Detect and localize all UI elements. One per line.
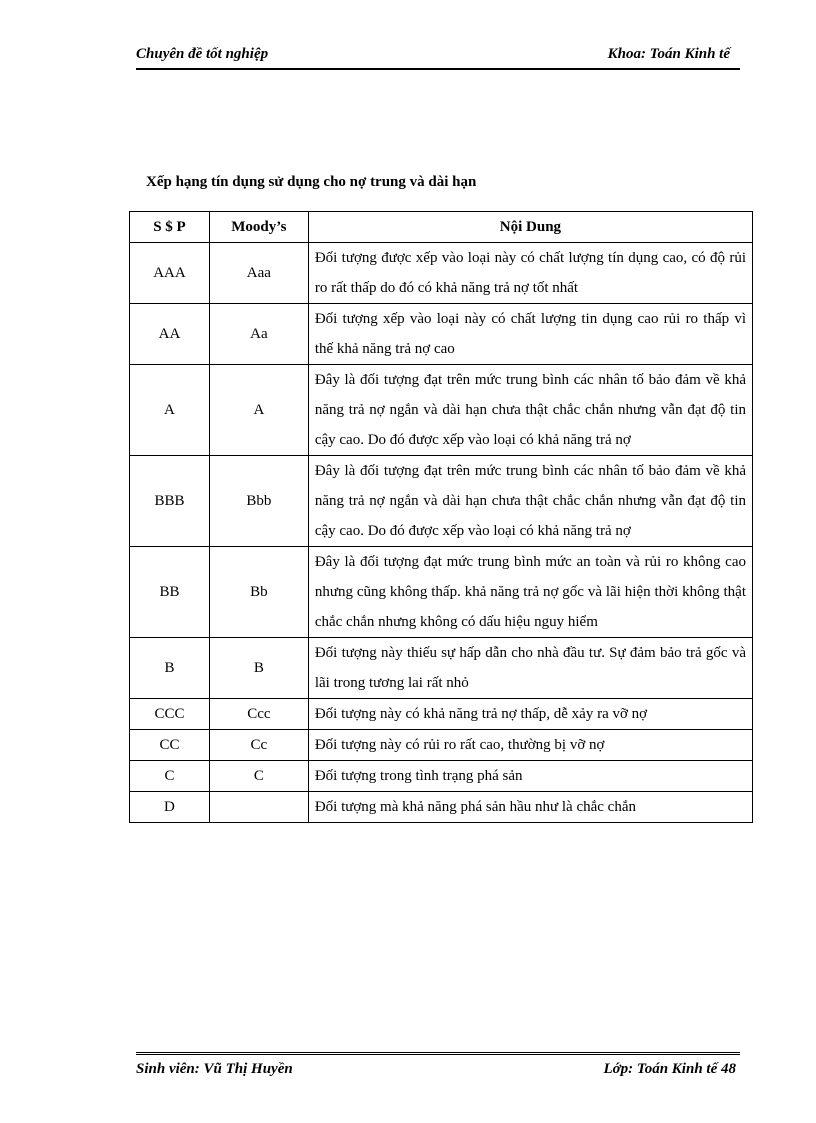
sp-rating-cell: B	[130, 638, 210, 699]
description-cell: Đối tượng được xếp vào loại này có chất lượng tín dụng cao, có độ rủi ro rất thấp do đó có khả năng trả nợ tốt nhất	[308, 243, 752, 304]
moodys-rating-cell: C	[209, 761, 308, 792]
footer-class-name: Lớp: Toán Kinh tế 48	[603, 1061, 736, 1077]
description-cell: Đối tượng mà khả năng phá sản hầu như là chắc chắn	[308, 792, 752, 823]
sp-rating-cell: A	[130, 365, 210, 456]
description-cell: Đây là đối tượng đạt mức trung bình mức an toàn và rủi ro không cao nhưng cũng không thấp. khả năng trả nợ gốc và lãi hiện thời không thật chắc chắn nhưng không có dấu hiệu nguy hiểm	[308, 547, 752, 638]
sp-rating-cell: C	[130, 761, 210, 792]
description-cell: Đây là đối tượng đạt trên mức trung bình các nhân tố bảo đảm về khả năng trả nợ ngắn và dài hạn chưa thật chắc chắn nhưng vẫn đạt độ tin cậy cao. Do đó được xếp vào loại có khả năng trả nợ	[308, 456, 752, 547]
sp-rating-cell: CCC	[130, 699, 210, 730]
moodys-rating-cell: B	[209, 638, 308, 699]
description-cell: Đối tượng này có rủi ro rất cao, thường bị vỡ nợ	[308, 730, 752, 761]
description-cell: Đối tượng này có khả năng trả nợ thấp, dễ xảy ra vỡ nợ	[308, 699, 752, 730]
table-header-row	[130, 212, 753, 243]
column-header-content: Nội Dung	[308, 212, 752, 243]
moodys-rating-cell	[209, 792, 308, 823]
page-header	[136, 44, 740, 70]
moodys-rating-cell: Bb	[209, 547, 308, 638]
description-cell: Đây là đối tượng đạt trên mức trung bình các nhân tố bảo đảm về khả năng trả nợ ngắn và dài hạn chưa thật chắc chắn nhưng vẫn đạt độ tin cậy cao. Do đó được xếp vào loại có khả năng trả nợ	[308, 365, 752, 456]
table-row	[130, 547, 753, 638]
table-row	[130, 304, 753, 365]
table-row	[130, 365, 753, 456]
table-row	[130, 761, 753, 792]
moodys-rating-cell: Aa	[209, 304, 308, 365]
table-row	[130, 792, 753, 823]
column-header-sp: S $ P	[130, 212, 210, 243]
table-row	[130, 638, 753, 699]
sp-rating-cell: D	[130, 792, 210, 823]
footer-student-name: Sinh viên: Vũ Thị Huyền	[136, 1061, 293, 1077]
header-left-text: Chuyên đề tốt nghiệp	[136, 46, 269, 62]
sp-rating-cell: BBB	[130, 456, 210, 547]
header-right-text: Khoa: Toán Kinh tế	[607, 46, 730, 62]
section-title: Xếp hạng tín dụng sử dụng cho nợ trung và dài hạn	[146, 174, 477, 190]
description-cell: Đối tượng xếp vào loại này có chất lượng tin dụng cao rủi ro thấp vì thế khả năng trả nợ cao	[308, 304, 752, 365]
table-row	[130, 730, 753, 761]
moodys-rating-cell: A	[209, 365, 308, 456]
moodys-rating-cell: Bbb	[209, 456, 308, 547]
moodys-rating-cell: Cc	[209, 730, 308, 761]
table-row	[130, 456, 753, 547]
description-cell: Đối tượng trong tình trạng phá sản	[308, 761, 752, 792]
credit-rating-table	[129, 211, 753, 823]
table-row	[130, 243, 753, 304]
sp-rating-cell: AA	[130, 304, 210, 365]
sp-rating-cell: CC	[130, 730, 210, 761]
sp-rating-cell: AAA	[130, 243, 210, 304]
column-header-moodys: Moody’s	[209, 212, 308, 243]
table-row	[130, 699, 753, 730]
page-footer	[136, 1052, 740, 1081]
moodys-rating-cell: Aaa	[209, 243, 308, 304]
description-cell: Đối tượng này thiếu sự hấp dẫn cho nhà đầu tư. Sự đảm bảo trả gốc và lãi trong tương lai rất nhỏ	[308, 638, 752, 699]
moodys-rating-cell: Ccc	[209, 699, 308, 730]
sp-rating-cell: BB	[130, 547, 210, 638]
